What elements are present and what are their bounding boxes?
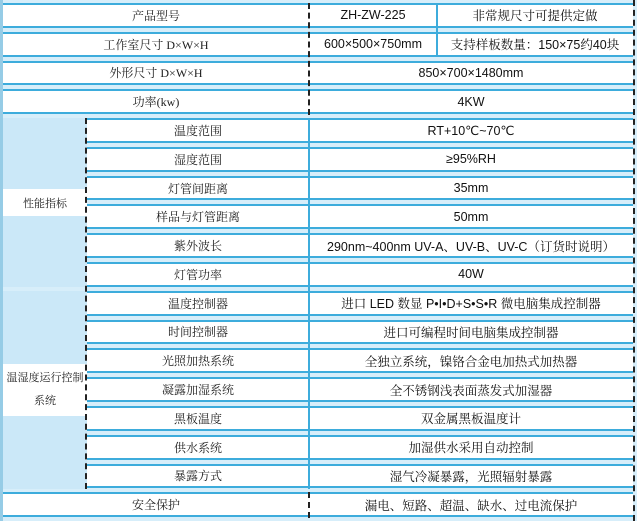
table-row-sample-lamp-distance <box>3 204 633 229</box>
row-attr: 温度范围 <box>87 118 309 143</box>
table-row-time-controller <box>3 320 633 345</box>
row-value: ≥95%RH <box>309 147 633 172</box>
row-attr: 灯管功率 <box>87 262 309 287</box>
row-label: 功率(kw) <box>3 89 309 114</box>
row-value: 加湿供水采用自动控制 <box>309 435 633 460</box>
row-value: 全不锈钢浅表面蒸发式加湿器 <box>309 377 633 402</box>
row-attr: 湿度范围 <box>87 147 309 172</box>
left-edge-strip <box>0 0 3 521</box>
row-value: 850×700×1480mm <box>309 61 633 86</box>
row-attr: 灯管间距离 <box>87 176 309 201</box>
section-title: 性能指标 <box>3 189 87 216</box>
row-attr: 样品与灯管距离 <box>87 204 309 229</box>
row-value: 全独立系统，镍铬合金电加热式加热器 <box>309 348 633 373</box>
dashed-divider-bottom <box>308 492 310 518</box>
row-value-custom-note: 非常规尺寸可提供定做 <box>437 3 633 28</box>
row-attr: 暴露方式 <box>87 464 309 489</box>
table-row-uv-wavelength <box>3 233 633 258</box>
table-row-water-supply <box>3 435 633 460</box>
dashed-divider-sidebar <box>85 118 87 489</box>
spec-table <box>3 0 633 521</box>
table-row-power <box>3 89 633 114</box>
row-value-sample-capacity: 支持样板数量：150×75约40块 <box>437 32 633 57</box>
table-row-chamber-size <box>3 32 633 57</box>
row-value: 湿气冷凝暴露，光照辐射暴露 <box>309 464 633 489</box>
section-title: 温湿度运行控制系统 <box>3 364 87 416</box>
row-value: 290nm~400nm UV-A、UV-B、UV-C（订货时说明） <box>309 233 633 258</box>
dashed-divider-right-edge <box>633 0 635 521</box>
row-label: 工作室尺寸 D×W×H <box>3 32 309 57</box>
table-row-blackboard-temp <box>3 406 633 431</box>
section-sidebar-control-system <box>3 291 87 489</box>
table-row-humidify-system <box>3 377 633 402</box>
section-sidebar-performance <box>3 118 87 287</box>
table-row-temp-controller <box>3 291 633 316</box>
row-label: 产品型号 <box>3 3 309 28</box>
row-value: 4KW <box>309 89 633 114</box>
row-value: 35mm <box>309 176 633 201</box>
row-attr: 凝露加湿系统 <box>87 377 309 402</box>
row-value: 50mm <box>309 204 633 229</box>
table-row-humidity-range <box>3 147 633 172</box>
row-label: 外形尺寸 D×W×H <box>3 61 309 86</box>
row-value: 进口 LED 数显 P•I•D+S•S•R 微电脑集成控制器 <box>309 291 633 316</box>
row-attr: 黑板温度 <box>87 406 309 431</box>
row-value: 40W <box>309 262 633 287</box>
row-value-model: ZH-ZW-225 <box>309 3 437 28</box>
table-row-exposure-mode <box>3 464 633 489</box>
row-attr: 温度控制器 <box>87 291 309 316</box>
table-row-lamp-power <box>3 262 633 287</box>
attr-value-divider <box>308 118 310 489</box>
dashed-divider-top <box>308 3 310 115</box>
table-row-product-model <box>3 3 633 28</box>
table-row-temp-range <box>3 118 633 143</box>
row-attr: 紫外波长 <box>87 233 309 258</box>
row-attr: 光照加热系统 <box>87 348 309 373</box>
table-row-lamp-spacing <box>3 176 633 201</box>
row-attr: 供水系统 <box>87 435 309 460</box>
row-label: 安全保护 <box>3 492 309 517</box>
row-value: 进口可编程时间电脑集成控制器 <box>309 320 633 345</box>
value-column-divider <box>436 3 438 57</box>
row-value: 双金属黑板温度计 <box>309 406 633 431</box>
table-row-outer-size <box>3 61 633 86</box>
row-value: 漏电、短路、超温、缺水、过电流保护 <box>309 492 633 517</box>
table-row-safety <box>3 492 633 517</box>
row-value: RT+10℃~70℃ <box>309 118 633 143</box>
row-attr: 时间控制器 <box>87 320 309 345</box>
table-row-heating-system <box>3 348 633 373</box>
row-value-size: 600×500×750mm <box>309 32 437 57</box>
